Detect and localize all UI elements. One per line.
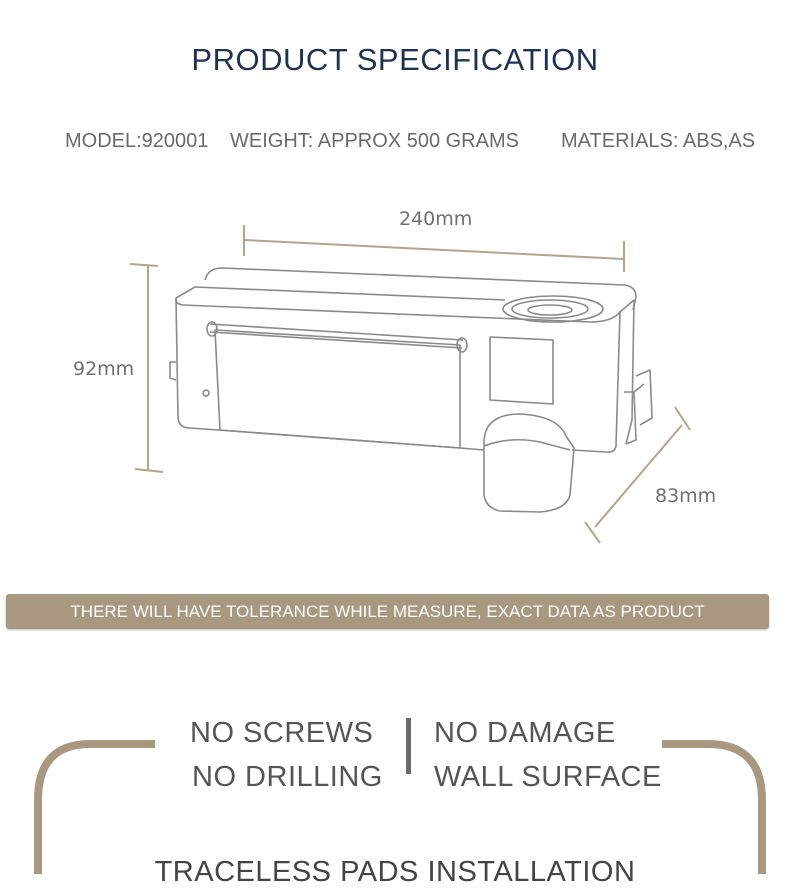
frame-left-arc [38,744,155,874]
installation-heading: TRACELESS PADS INSTALLATION [154,856,636,888]
height-label: 92mm [73,358,135,380]
tolerance-text: THERE WILL HAVE TOLERANCE WHILE MEASURE, EXACT DATA AS PRODUCT [70,602,705,621]
no-drilling-text: NO DRILLING [192,761,383,793]
feature-divider [406,718,411,774]
width-label: 240mm [399,208,473,230]
no-damage-text: NO DAMAGE [434,717,616,749]
materials-spec: MATERIALS: ABS,AS [561,130,756,152]
wall-surface-text: WALL SURFACE [434,761,662,793]
no-screws-text: NO SCREWS [190,717,374,749]
depth-label: 83mm [655,485,717,507]
frame-right-arc [662,744,762,874]
weight-spec: WEIGHT: APPROX 500 GRAMS [230,130,519,152]
page-title: PRODUCT SPECIFICATION [191,42,599,77]
model-spec: MODEL:920001 [65,130,209,152]
